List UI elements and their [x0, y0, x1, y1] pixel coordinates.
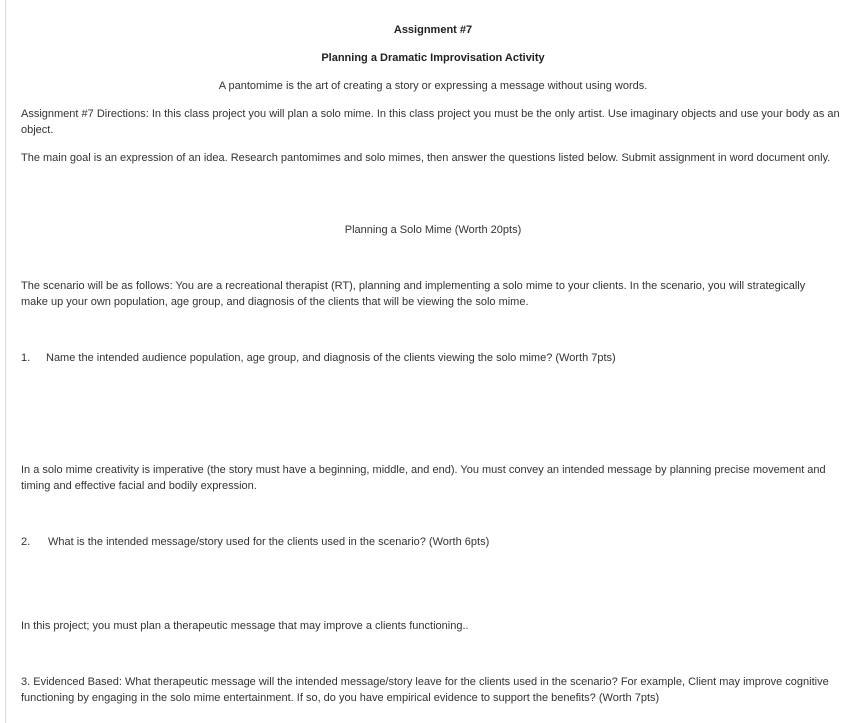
question-2-text: What is the intended message/story used for the clients used in the scenario? (Worth 6pts)	[48, 536, 490, 548]
main-goal-paragraph: The main goal is an expression of an idea. Research pantomimes and solo mimes, then answer the questions listed below. Submit assignment in word document only.	[21, 152, 831, 164]
question-1	[21, 350, 616, 366]
creativity-paragraph: In a solo mime creativity is imperative (the story must have a beginning, middle, and end). You must convey an intended message by planning precise movement and timing and effective facial and bodily expression.	[21, 464, 826, 492]
page-left-border	[5, 0, 6, 723]
question-1-number: 1.	[21, 352, 31, 364]
directions-paragraph: Assignment #7 Directions: In this class project you will plan a solo mime. In this class project you must be the only artist. Use imaginary objects and use your body as an object.	[21, 108, 840, 136]
therapeutic-paragraph: In this project; you must plan a therapeutic message that may improve a clients functioning..	[21, 620, 469, 632]
question-3: 3. Evidenced Based: What therapeutic message will the intended message/story leave for the clients used in the scenario? For example, Client may improve cognitive functioning by engaging in the solo mime entertainment. If so, do you have empirical evidence to support the benefits? (Worth 7pts)	[21, 676, 829, 704]
assignment-title: Assignment #7	[393, 24, 473, 36]
question-2	[21, 534, 489, 550]
section-heading: Planning a Solo Mime (Worth 20pts)	[344, 224, 522, 236]
scenario-paragraph: The scenario will be as follows: You are a recreational therapist (RT), planning and implementing a solo mime to your clients. In the scenario, you will strategically make up your own population, age group, and diagnosis of the clients that will be viewing the solo mime.	[21, 280, 806, 308]
question-2-number: 2.	[21, 536, 31, 548]
pantomime-definition: A pantomime is the art of creating a story or expressing a message without using words.	[218, 80, 648, 92]
question-1-text: Name the intended audience population, age group, and diagnosis of the clients viewing the solo mime? (Worth 7pts)	[46, 352, 616, 364]
assignment-subtitle: Planning a Dramatic Improvisation Activity	[321, 52, 545, 64]
